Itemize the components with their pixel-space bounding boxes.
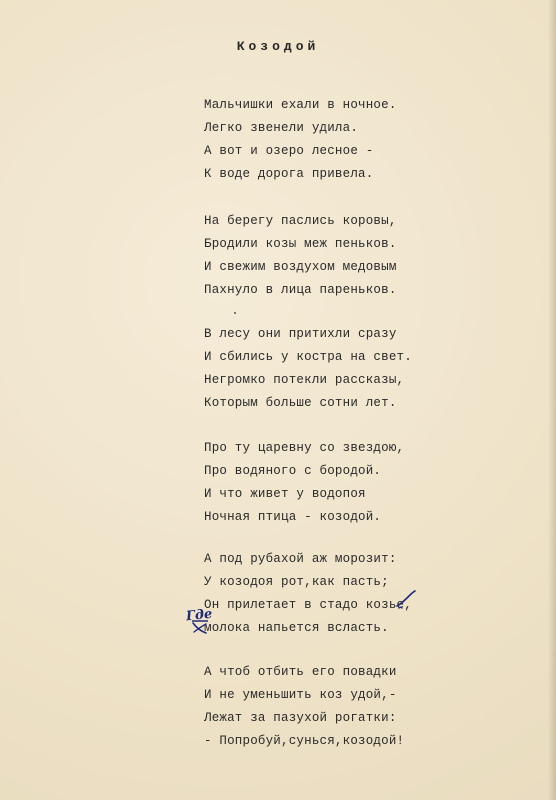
poem-line: А вот и озеро лесное - bbox=[204, 144, 374, 158]
stanza-1 bbox=[204, 94, 534, 186]
handwritten-comma-mark bbox=[395, 588, 417, 610]
poem-line: Мальчишки ехали в ночное. bbox=[204, 98, 397, 112]
stanza-2 bbox=[204, 210, 534, 302]
poem-line: И не уменьшить коз удой,- bbox=[204, 688, 397, 702]
stanza-6 bbox=[204, 661, 534, 753]
handwritten-correction: Где bbox=[185, 606, 214, 625]
stanza-5 bbox=[204, 548, 534, 640]
poem-line: У козодоя рот,как пасть; bbox=[204, 575, 389, 589]
paper-edge-shadow bbox=[548, 0, 556, 800]
poem-line: Про ту царевну со звездою, bbox=[204, 441, 405, 455]
poem-line: А чтоб отбить его повадки bbox=[204, 665, 397, 679]
poem-line: А под рубахой аж морозит: bbox=[204, 552, 397, 566]
stanza-4 bbox=[204, 437, 534, 529]
ink-speck bbox=[234, 312, 236, 314]
poem-line: Лежат за пазухой рогатки: bbox=[204, 711, 397, 725]
poem-title: Козодой bbox=[236, 39, 320, 54]
poem-line: Негромко потекли рассказы, bbox=[204, 373, 405, 387]
poem-line: На берегу паслись коровы, bbox=[204, 214, 397, 228]
stanza-3 bbox=[204, 323, 534, 415]
poem-line: - Попробуй,сунься,козодой! bbox=[204, 734, 405, 748]
poem-line: Пахнуло в лица пареньков. bbox=[204, 283, 397, 297]
poem-line: Он прилетает в стадо козье, bbox=[204, 598, 412, 612]
handwritten-strikeout-mark bbox=[190, 617, 210, 637]
poem-line: Ночная птица - козодой. bbox=[204, 510, 382, 524]
poem-line: И что живет у водопоя bbox=[204, 487, 366, 501]
poem-line: К воде дорога привела. bbox=[204, 167, 374, 181]
poem-line: Легко звенели удила. bbox=[204, 121, 359, 135]
poem-line: Бродили козы меж пеньков. bbox=[204, 237, 397, 251]
poem-line: Про водяного с бородой. bbox=[204, 464, 382, 478]
poem-line: И сбились у костра на свет. bbox=[204, 350, 412, 364]
poem-line: Которым больше сотни лет. bbox=[204, 396, 397, 410]
poem-line: молока напьется всласть. bbox=[204, 621, 389, 635]
poem-line: И свежим воздухом медовым bbox=[204, 260, 397, 274]
poem-line: В лесу они притихли сразу bbox=[204, 327, 397, 341]
